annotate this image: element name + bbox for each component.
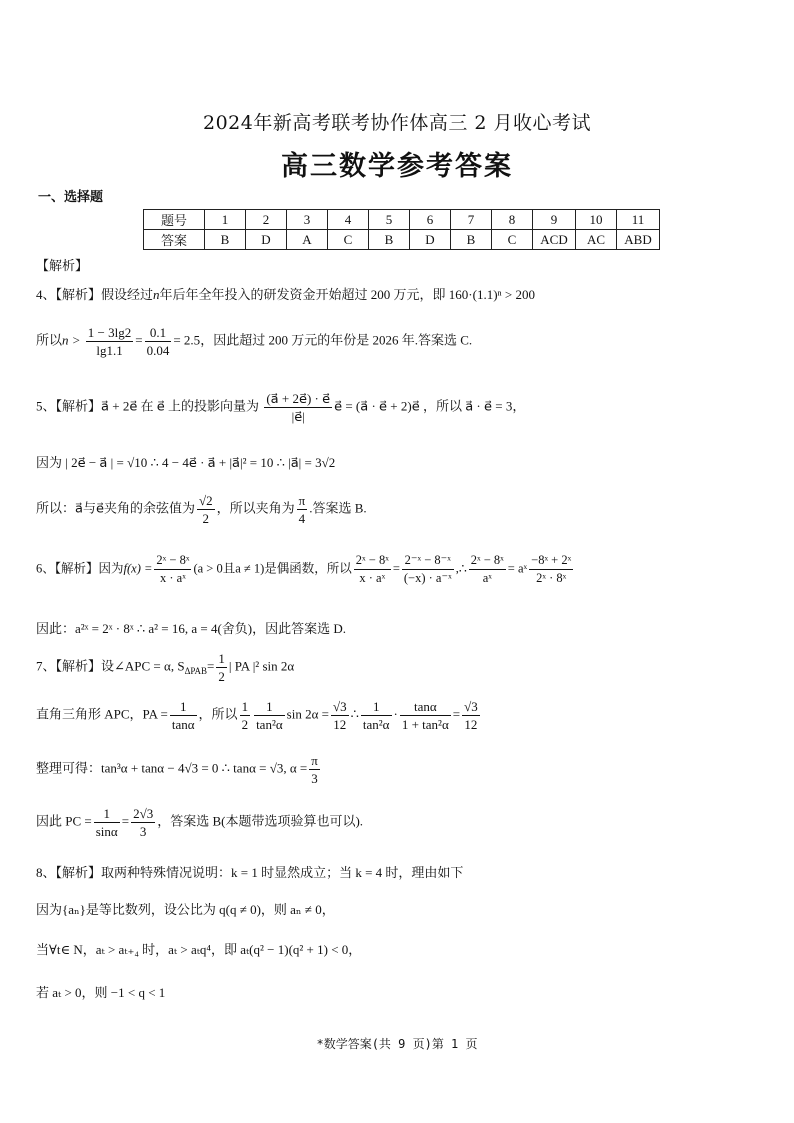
numerator: (a⃗ + 2e⃗) · e⃗ [266,391,331,406]
var-n: n > [62,332,81,348]
denominator: 2ˣ · 8ˣ [536,571,567,585]
table-cell: 1 [205,210,246,230]
table-cell: 9 [533,210,576,230]
table-cell: 3 [287,210,328,230]
equals: = [207,658,215,674]
fraction [254,698,285,733]
denominator: 1 + tan²α [401,717,449,732]
numerator: 2ˣ − 8ˣ [154,552,191,570]
table-cell: 11 [617,210,660,230]
answer-table-row-numbers [144,210,660,230]
text: ，所以 [198,706,238,722]
table-cell: 6 [410,210,451,230]
equals: = [121,813,130,829]
numerator: 1 [254,698,285,716]
numerator: 2⁻ˣ − 8⁻ˣ [402,552,454,570]
formula: 160·(1.1)ⁿ > 200 [448,287,535,302]
numerator: 2ˣ − 8ˣ [354,552,391,570]
table-cell: A [287,230,328,250]
table-cell: 10 [576,210,617,230]
numerator: √2 [198,493,213,508]
q8-line2: 因为{aₙ}是等比数列，设公比为 q(q ≠ 0)，则 aₙ ≠ 0， [36,902,335,917]
denominator: 0.04 [146,343,170,358]
q7-line3 [36,752,322,787]
answer-table [143,209,660,250]
text: = aˣ [507,561,528,576]
q7-line1 [36,650,294,685]
denominator: 3 [311,771,318,786]
denominator: tanα [171,717,195,732]
numerator: √3 [332,699,347,714]
numerator: 1 [94,805,120,823]
table-cell: D [246,230,287,250]
fraction [297,492,308,527]
answer-key-title: 高三数学参考答案 [281,151,513,182]
fraction [331,698,349,733]
denominator: lg1.1 [96,343,123,358]
equals: = [135,332,143,348]
text: 7、【解析】设∠APC = α, S [36,658,185,674]
numerator: 0.1 [145,324,172,342]
section-heading-multiple-choice: 一、选择题 [38,190,104,205]
table-cell: AC [576,230,617,250]
numerator: 1 [241,699,249,714]
denominator: tan²α [362,717,390,732]
numerator: π [311,753,318,768]
text: (a > 0且a ≠ 1)是偶函数，所以 [193,561,352,576]
denominator: tan²α [256,717,283,732]
fraction [154,552,191,587]
table-cell: 5 [369,210,410,230]
fraction [361,698,392,733]
q7-line2 [36,698,482,733]
table-cell: C [492,230,533,250]
denominator: aˣ [482,571,492,585]
table-header-cell: 答案 [144,230,205,250]
function: f(x) = [123,561,153,576]
q5-line2: 因为 | 2e⃗ − a⃗ | = √10 ∴ 4 − 4e⃗ · a⃗ + |a⃗|² = 10 ∴ |a⃗| = 3√2 [36,455,336,470]
text: 年后年全年投入的研发资金开始超过 200 万元，即 [159,287,446,302]
fraction [170,698,197,733]
table-cell: B [205,230,246,250]
text: 6、【解析】因为 [36,561,124,576]
result: = 2.5 [173,332,201,348]
fraction [145,324,172,359]
numerator: π [298,493,306,508]
answer-table-row-answers [144,230,660,250]
table-cell: C [328,230,369,250]
fraction [86,324,133,359]
denominator: x · aˣ [160,571,186,585]
numerator: −8ˣ + 2ˣ [529,552,573,570]
text: 4、【解析】假设经过 [36,287,154,302]
equals: = [452,706,461,722]
denominator: (−x) · a⁻ˣ [403,571,452,585]
subscript: ΔPAB [184,666,208,677]
numerator: √3 [464,699,478,714]
q6-line1 [36,552,575,587]
var-n: n [153,287,160,302]
denominator: 2 [218,669,225,684]
text: ，因此超过 200 万元的年份是 2026 年.答案选 C. [200,332,473,348]
text: sin 2α = [286,706,329,722]
numerator: tanα [400,698,451,716]
numerator: 1 [361,698,392,716]
q4-line2 [36,324,472,359]
q8-line3: 当∀t∈ N，aₜ > aₜ₊₄ 时，aₜ > aₜq⁴，即 aₜ(q² − 1)(q² + 1) < 0， [36,942,362,957]
text: 直角三角形 APC，PA = [36,706,168,722]
exam-title: 2024年新高考联考协作体高三 2 月收心考试 [202,112,592,134]
table-cell: ABD [617,230,660,250]
text: .答案选 B. [309,500,367,516]
text: e⃗ = (a⃗ · e⃗ + 2)e⃗ ，所以 a⃗ · e⃗ = 3， [334,398,526,414]
denominator: 12 [333,717,347,732]
fraction [240,698,251,733]
equals: = [392,561,400,576]
text: 所以：a⃗与e⃗夹角的余弦值为 [36,500,195,516]
table-cell: 4 [328,210,369,230]
denominator: 12 [464,717,478,732]
table-header-cell: 题号 [144,210,205,230]
table-cell: D [410,230,451,250]
denominator: |e⃗| [291,409,305,424]
table-cell: B [369,230,410,250]
fraction [131,805,155,840]
fraction [309,752,320,787]
q5-line1 [36,390,525,425]
page-footer: *数学答案(共 9 页)第 1 页 [316,1037,478,1051]
table-cell: ACD [533,230,576,250]
q8-line4: 若 aₜ > 0，则 −1 < q < 1 [36,985,166,1000]
text: 5、【解析】 [36,398,102,414]
numerator: 1 [218,651,225,666]
denominator: 4 [298,511,306,526]
text: ，答案选 B(本题带选项验算也可以). [157,813,364,829]
table-cell: 8 [492,210,533,230]
numerator: 2√3 [133,806,154,821]
numerator: 1 − 3lg2 [87,325,132,340]
numerator: 2ˣ − 8ˣ [469,552,506,570]
table-cell: 7 [451,210,492,230]
table-cell: 2 [246,210,287,230]
q5-line3 [36,492,367,527]
text: ，所以夹角为 [216,500,295,516]
fraction [400,698,451,733]
text: a⃗ + 2e⃗ 在 e⃗ 上的投影向量为 [101,398,260,414]
numerator: 1 [170,698,197,716]
therefore: ,∴ [455,561,467,576]
therefore: ∴ [350,706,359,722]
fraction [94,805,120,840]
fraction [197,492,215,527]
fraction [216,650,227,685]
denominator: x · aˣ [359,571,386,585]
fraction [354,552,391,587]
fraction [462,698,480,733]
text: | PA |² sin 2α [228,658,295,674]
denominator: sinα [95,824,118,839]
denominator: 3 [139,824,147,839]
denominator: 2 [241,717,249,732]
q4-line1 [36,284,535,303]
text: 因此 PC = [36,813,92,829]
fraction [469,552,506,587]
q7-line4 [36,805,363,840]
text: 整理可得：tan³α + tanα − 4√3 = 0 ∴ tanα = √3, α = [36,760,308,776]
dot: · [393,706,398,722]
fraction [264,390,332,425]
fraction [402,552,454,587]
fraction [529,552,573,587]
analysis-label: 【解析】 [36,259,89,274]
q6-line2: 因此：a²ˣ = 2ˣ · 8ˣ ∴ a² = 16, a = 4(舍负)，因此答案选 D. [36,621,347,636]
table-cell: B [451,230,492,250]
q8-line1: 8、【解析】取两种特殊情况说明：k = 1 时显然成立；当 k = 4 时，理由如下 [36,865,464,880]
text: 所以 [36,332,63,348]
denominator: 2 [202,511,210,526]
